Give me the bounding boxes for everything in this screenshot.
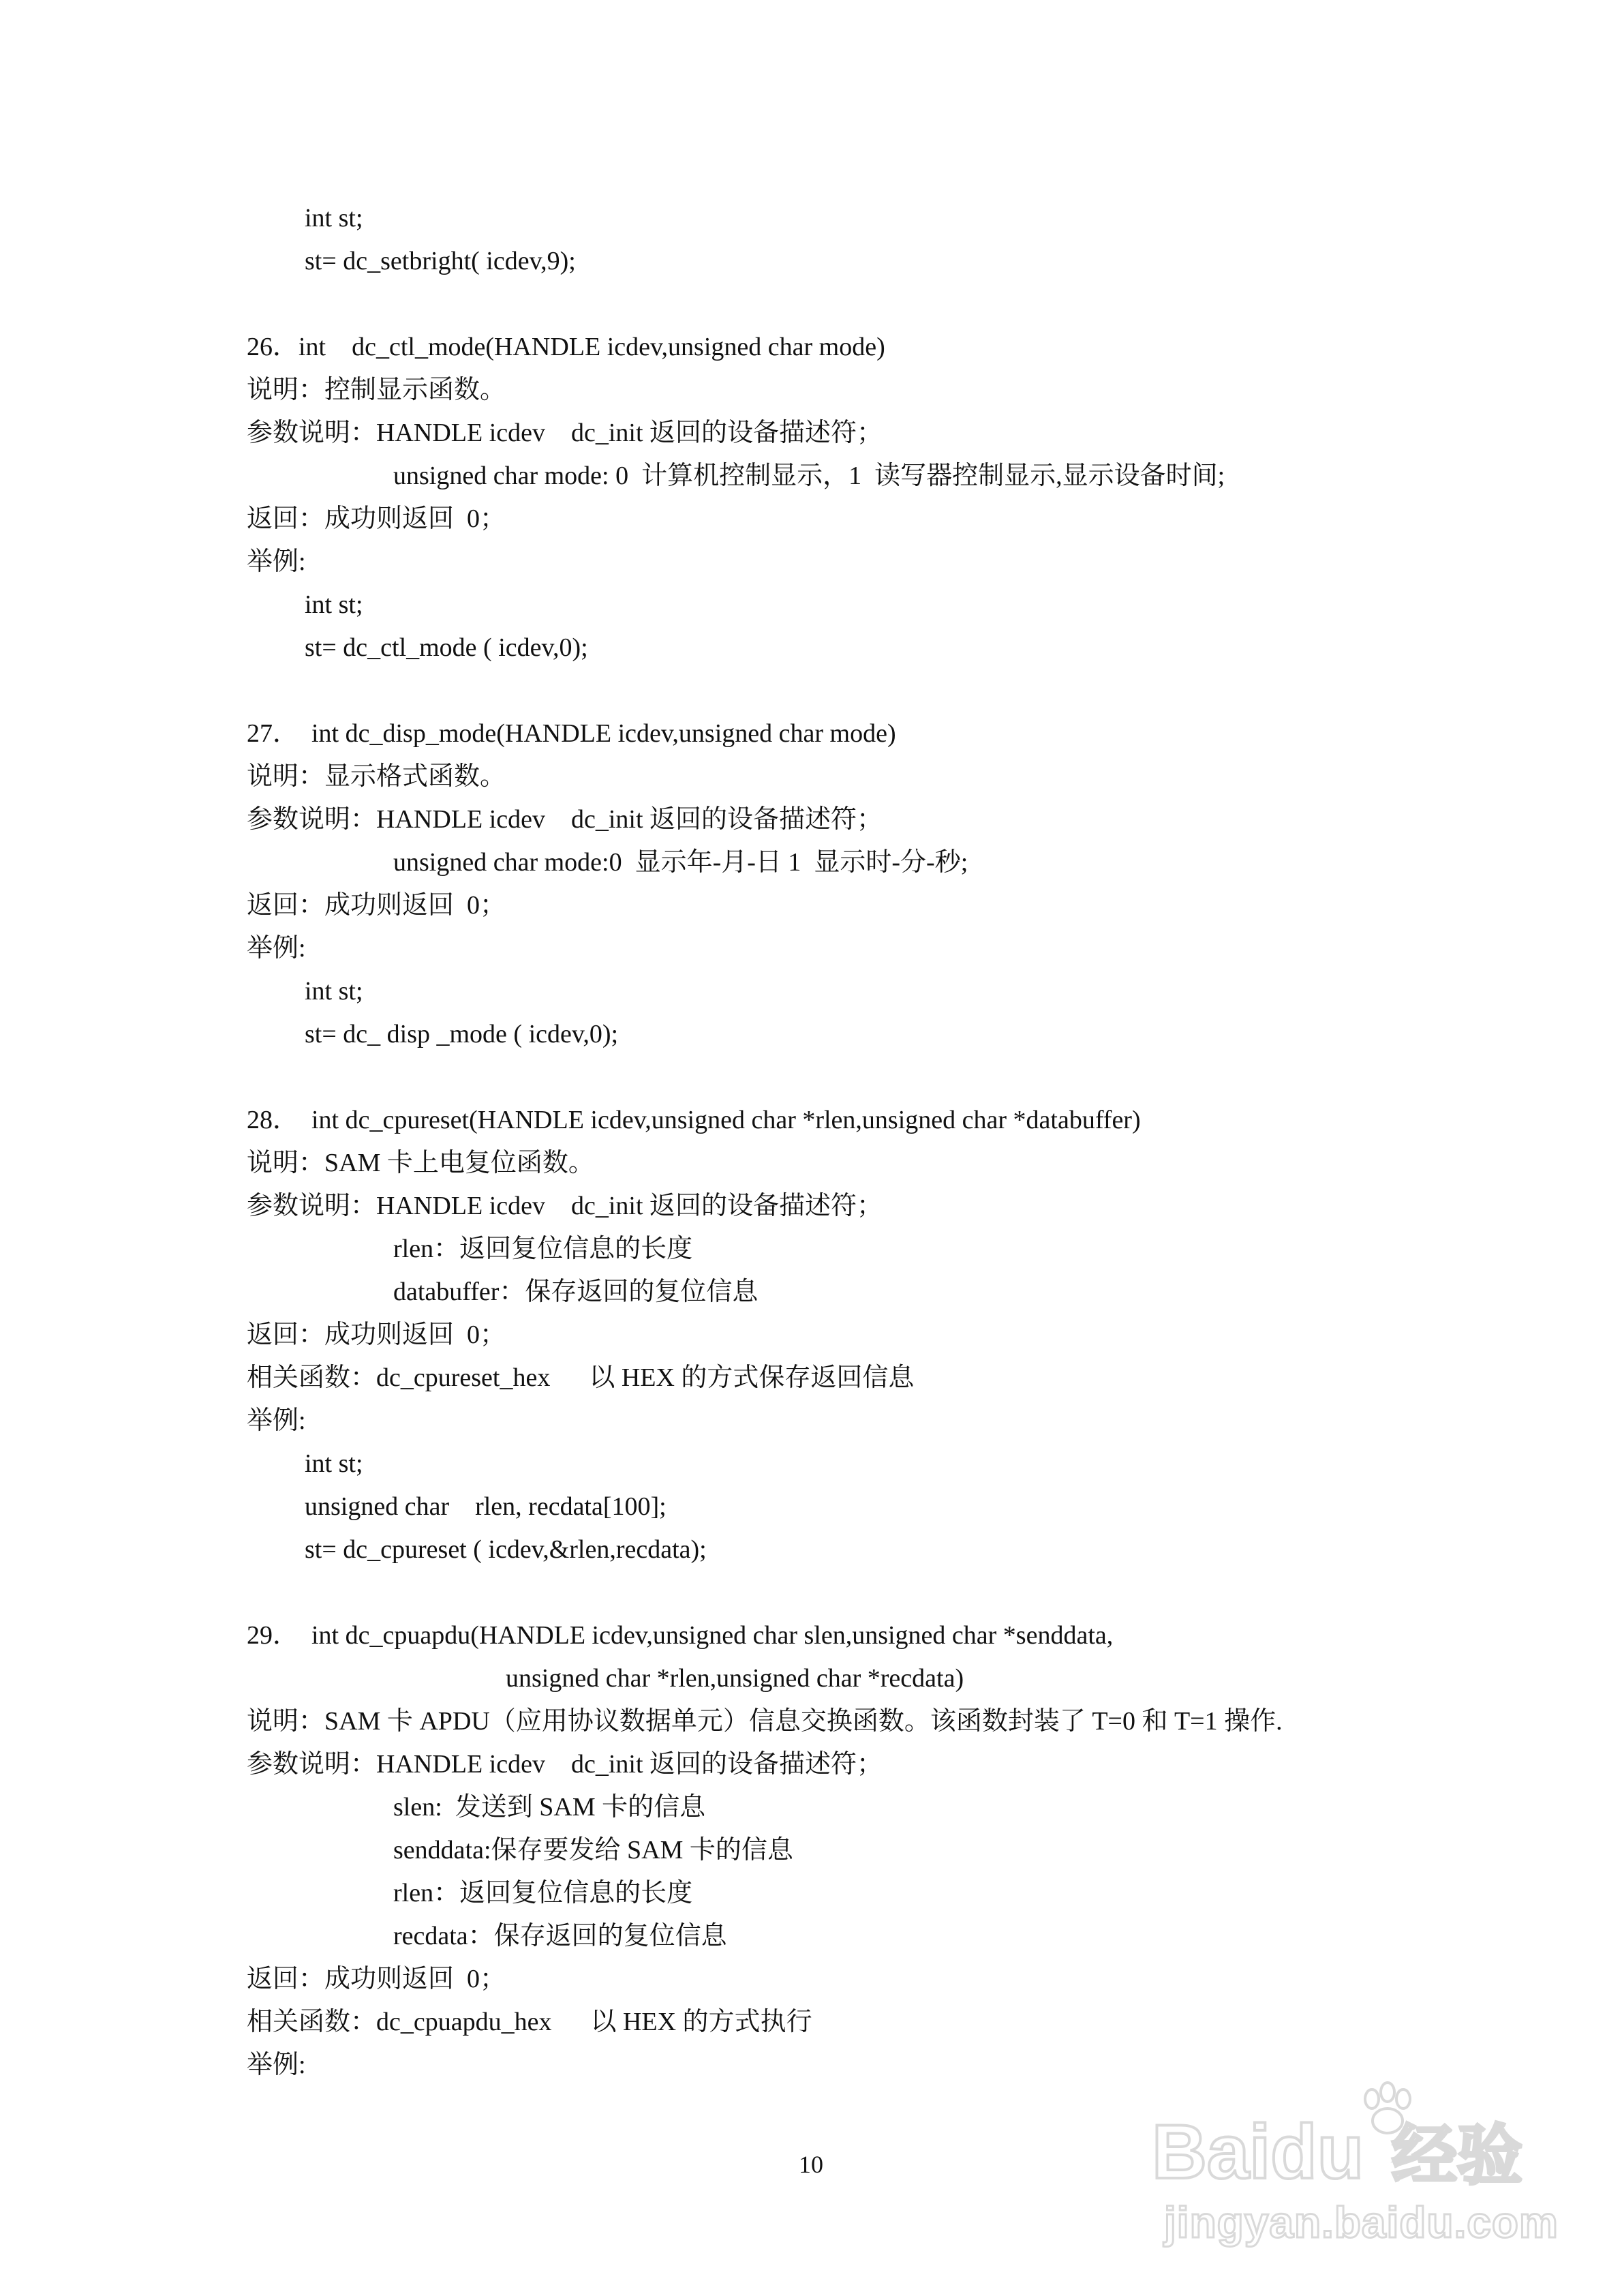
parameter-detail: slen: 发送到 SAM 卡的信息 [393, 1793, 706, 1822]
return-line: 返回：成功则返回 0； [247, 891, 506, 920]
example-label: 举例: [247, 547, 306, 576]
watermark-brand: Baidu [1152, 2109, 1364, 2192]
code-line: st= dc_cpureset ( icdev,&rlen,recdata); [305, 1535, 707, 1564]
page-number: 10 [799, 2151, 823, 2178]
description-line: 说明：显示格式函数。 [247, 762, 506, 791]
baidu-jingyan-watermark [1152, 2076, 1559, 2267]
function-heading-27: 27． int dc_disp_mode(HANDLE icdev,unsigned char mode) [247, 719, 896, 748]
return-line: 返回：成功则返回 0； [247, 1965, 506, 1993]
description-line: 说明：SAM 卡上电复位函数。 [247, 1149, 594, 1177]
function-heading-continuation: unsigned char *rlen,unsigned char *recdata) [506, 1664, 964, 1693]
baidu-logo-icon [1152, 2076, 1547, 2192]
parameter-line: 参数说明：HANDLE icdev dc_init 返回的设备描述符； [247, 419, 883, 447]
code-line: st= dc_setbright( icdev,9); [305, 247, 576, 275]
parameter-detail: rlen：返回复位信息的长度 [393, 1235, 693, 1263]
description-line: 说明：控制显示函数。 [247, 376, 506, 404]
return-line: 返回：成功则返回 0； [247, 1320, 506, 1349]
return-line: 返回：成功则返回 0； [247, 504, 506, 533]
parameter-detail: senddata:保存要发给 SAM 卡的信息 [393, 1836, 793, 1864]
example-label: 举例: [247, 1406, 306, 1435]
parameter-detail: unsigned char mode:0 显示年-月-日 1 显示时-分-秒; [393, 848, 968, 877]
parameter-line: 参数说明：HANDLE icdev dc_init 返回的设备描述符； [247, 1750, 883, 1779]
code-line: int st; [305, 204, 363, 232]
function-heading-26: 26．int dc_ctl_mode(HANDLE icdev,unsigned char mode) [247, 333, 885, 361]
related-function-line: 相关函数：dc_cpureset_hex 以 HEX 的方式保存返回信息 [247, 1363, 915, 1392]
description-line: 说明：SAM 卡 APDU（应用协议数据单元）信息交换函数。该函数封装了 T=0 和 T=1 操作. [247, 1707, 1283, 1736]
parameter-detail: rlen：返回复位信息的长度 [393, 1879, 693, 1907]
code-line: int st; [305, 1449, 363, 1478]
code-line: unsigned char rlen, recdata[100]; [305, 1492, 667, 1521]
parameter-detail: recdata：保存返回的复位信息 [393, 1922, 727, 1950]
watermark-url: jingyan.baidu.com [1164, 2198, 1559, 2247]
code-line: st= dc_ctl_mode ( icdev,0); [305, 633, 588, 662]
code-line: st= dc_ disp _mode ( icdev,0); [305, 1020, 619, 1048]
watermark-product: 经验 [1392, 2117, 1522, 2192]
example-label: 举例: [247, 934, 306, 963]
function-heading-29: 29． int dc_cpuapdu(HANDLE icdev,unsigned char slen,unsigned char *senddata, [247, 1621, 1114, 1650]
function-heading-28: 28． int dc_cpureset(HANDLE icdev,unsigned char *rlen,unsigned char *databuffer) [247, 1106, 1141, 1134]
example-label: 举例: [247, 2051, 306, 2079]
related-function-line: 相关函数：dc_cpuapdu_hex 以 HEX 的方式执行 [247, 2008, 812, 2036]
parameter-detail: databuffer：保存返回的复位信息 [393, 1278, 759, 1306]
parameter-detail: unsigned char mode: 0 计算机控制显示，1 读写器控制显示,显示设备时间; [393, 462, 1225, 490]
parameter-line: 参数说明：HANDLE icdev dc_init 返回的设备描述符； [247, 805, 883, 834]
parameter-line: 参数说明：HANDLE icdev dc_init 返回的设备描述符； [247, 1192, 883, 1220]
code-line: int st; [305, 590, 363, 619]
code-line: int st; [305, 977, 363, 1006]
